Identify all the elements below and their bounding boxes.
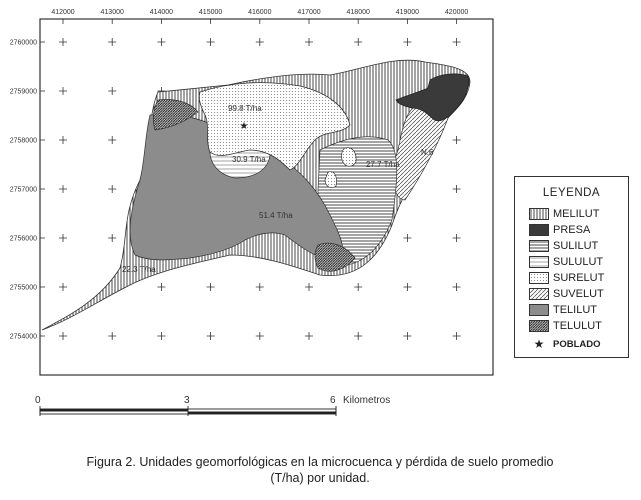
label-suvelut: N.6 — [421, 148, 434, 157]
legend-item-poblado — [529, 337, 601, 351]
y-tick-label: 2755000 — [9, 284, 37, 292]
legend-item-melilut — [529, 207, 599, 221]
swatch-solid-dark-icon — [529, 224, 549, 236]
x-tick-label: 419000 — [395, 9, 420, 16]
scale-label-6: 6 — [330, 395, 336, 406]
swatch-dark-gray-icon — [529, 304, 549, 316]
y-tick-label: 2756000 — [9, 235, 37, 243]
legend-label: SURELUT — [553, 272, 605, 284]
legend-label: PRESA — [553, 224, 591, 236]
swatch-dense-diagonal-icon — [529, 320, 549, 332]
x-tick-label: 420000 — [444, 9, 469, 16]
swatch-vertical-lines-icon — [529, 208, 549, 220]
swatch-horizontal-lines-icon — [529, 240, 549, 252]
swatch-horizontal-light-icon — [529, 256, 549, 268]
legend-label: SULILUT — [553, 240, 599, 252]
x-tick-label: 413000 — [100, 9, 124, 16]
poblado-marker: ★ — [239, 121, 249, 132]
legend-label: SULULUT — [553, 256, 604, 268]
caption-line-2: (T/ha) por unidad. — [270, 471, 370, 485]
y-tick-label: 2754000 — [9, 333, 37, 341]
label-melilut: 22.3 T/ha — [122, 265, 156, 274]
x-tick-label: 417000 — [297, 9, 321, 16]
legend-label: TELILUT — [553, 304, 598, 316]
legend-item-presa — [529, 223, 590, 237]
legend-item-surelut — [529, 271, 604, 285]
label-sulilut: 27.7 T/ha — [366, 160, 400, 169]
scale-unit-label: Kilometros — [343, 395, 391, 406]
label-surelut: 99.8 T/ha — [228, 104, 262, 113]
y-tick-label: 2758000 — [9, 137, 37, 145]
swatch-diagonal-icon — [529, 288, 549, 300]
legend — [514, 176, 629, 358]
x-tick-label: 418000 — [346, 9, 370, 16]
legend-label: TELULUT — [553, 320, 602, 332]
legend-item-telilut — [529, 303, 597, 317]
legend-title: LEYENDA — [542, 187, 601, 199]
x-tick-label: 414000 — [149, 9, 174, 16]
legend-item-telulut — [529, 319, 602, 333]
star-icon: ★ — [533, 337, 545, 351]
caption-line-1: Figura 2. Unidades geomorfológicas en la microcuenca y pérdida de suelo promedio — [86, 455, 554, 469]
swatch-dots-icon — [529, 272, 549, 284]
scale-bar — [40, 406, 336, 416]
legend-item-suvelut — [529, 287, 604, 301]
y-tick-label: 2759000 — [9, 88, 37, 96]
x-tick-label: 416000 — [248, 9, 272, 16]
x-tick-label: 412000 — [51, 9, 75, 16]
y-tick-label: 2757000 — [9, 186, 37, 194]
scale-label-3: 3 — [184, 395, 190, 406]
legend-label: POBLADO — [553, 338, 601, 350]
y-tick-label: 2760000 — [9, 39, 37, 47]
legend-item-sululut — [529, 255, 603, 269]
label-sululut: 30.9 T/ha — [232, 155, 266, 164]
legend-label: MELILUT — [553, 208, 600, 220]
legend-label: SUVELUT — [553, 288, 604, 300]
figure-caption — [40, 454, 600, 486]
scale-label-0: 0 — [35, 395, 41, 406]
x-tick-label: 415000 — [198, 9, 223, 16]
label-telilut: 51.4 T/ha — [259, 211, 293, 220]
legend-item-sulilut — [529, 239, 598, 253]
